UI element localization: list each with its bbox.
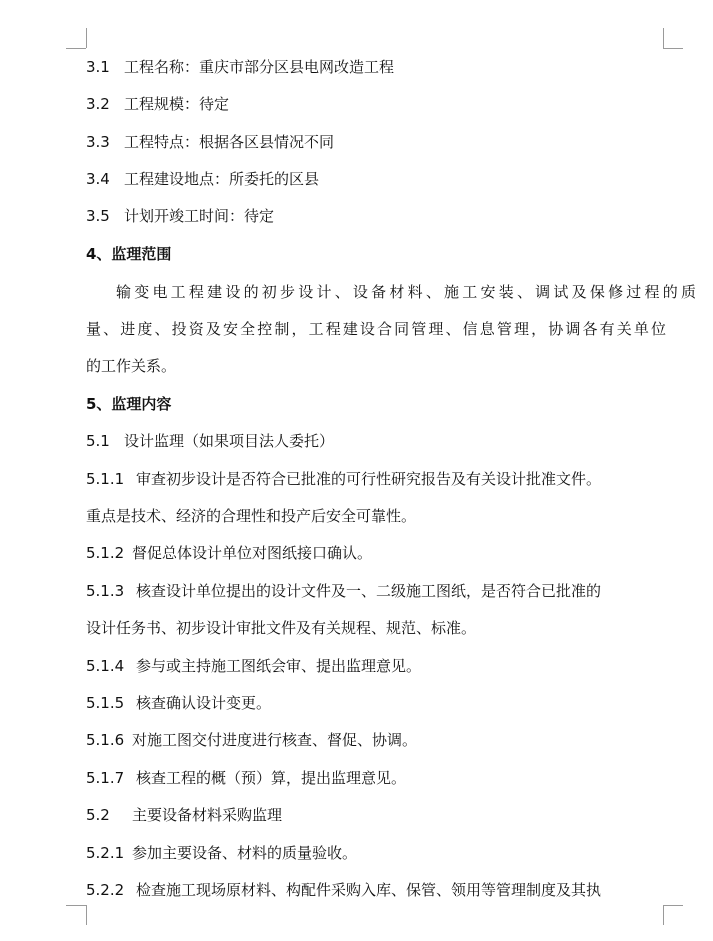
item-3-1: 3.1 工程名称：重庆市部分区县电网改造工程: [86, 58, 395, 76]
item-3-2: 3.2 工程规模：待定: [86, 95, 230, 113]
item-5-1-2: 5.1.2 督促总体设计单位对图纸接口确认。: [86, 544, 373, 562]
item-3-4: 3.4 工程建设地点：所委托的区县: [86, 170, 320, 188]
crop-mark-bottom-right: [663, 905, 684, 926]
crop-mark-bottom-left: [66, 905, 87, 926]
item-5-1-1: 5.1.1 审查初步设计是否符合已批准的可行性研究报告及有关设计批准文件。: [86, 470, 602, 488]
item-5-2-2: 5.2.2 检查施工现场原材料、构配件采购入库、保管、领用等管理制度及其执: [86, 881, 602, 899]
crop-mark-top-left: [66, 28, 87, 49]
paragraph-line: 的工作关系。: [86, 357, 177, 375]
item-5-1-7: 5.1.7 核查工程的概（预）算，提出监理意见。: [86, 769, 407, 787]
item-3-5: 3.5 计划开竣工时间：待定: [86, 207, 275, 225]
item-5-2-1: 5.2.1 参加主要设备、材料的质量验收。: [86, 844, 358, 862]
section-heading-4: 4、监理范围: [86, 245, 172, 263]
item-5-1-3: 5.1.3 核查设计单位提出的设计文件及一、二级施工图纸，是否符合已批准的: [86, 582, 602, 600]
paragraph-line: 量、进度、投资及安全控制，工程建设合同管理、信息管理，协调各有关单位: [86, 320, 666, 338]
paragraph-line: 输变电工程建设的初步设计、设备材料、施工安装、调试及保修过程的质: [116, 283, 696, 301]
section-heading-5: 5、监理内容: [86, 395, 172, 413]
item-3-3: 3.3 工程特点：根据各区县情况不同: [86, 133, 335, 151]
item-5-2: 5.2 主要设备材料采购监理: [86, 806, 283, 824]
crop-mark-top-right: [663, 28, 684, 49]
item-5-1-5: 5.1.5 核查确认设计变更。: [86, 694, 272, 712]
item-5-1-1-cont: 重点是技术、经济的合理性和投产后安全可靠性。: [86, 507, 417, 525]
item-5-1-4: 5.1.4 参与或主持施工图纸会审、提出监理意见。: [86, 657, 422, 675]
item-5-1-6: 5.1.6 对施工图交付进度进行核查、督促、协调。: [86, 731, 418, 749]
item-5-1-3-cont: 设计任务书、初步设计审批文件及有关规程、规范、标准。: [86, 619, 477, 637]
item-5-1: 5.1 设计监理（如果项目法人委托）: [86, 432, 335, 450]
